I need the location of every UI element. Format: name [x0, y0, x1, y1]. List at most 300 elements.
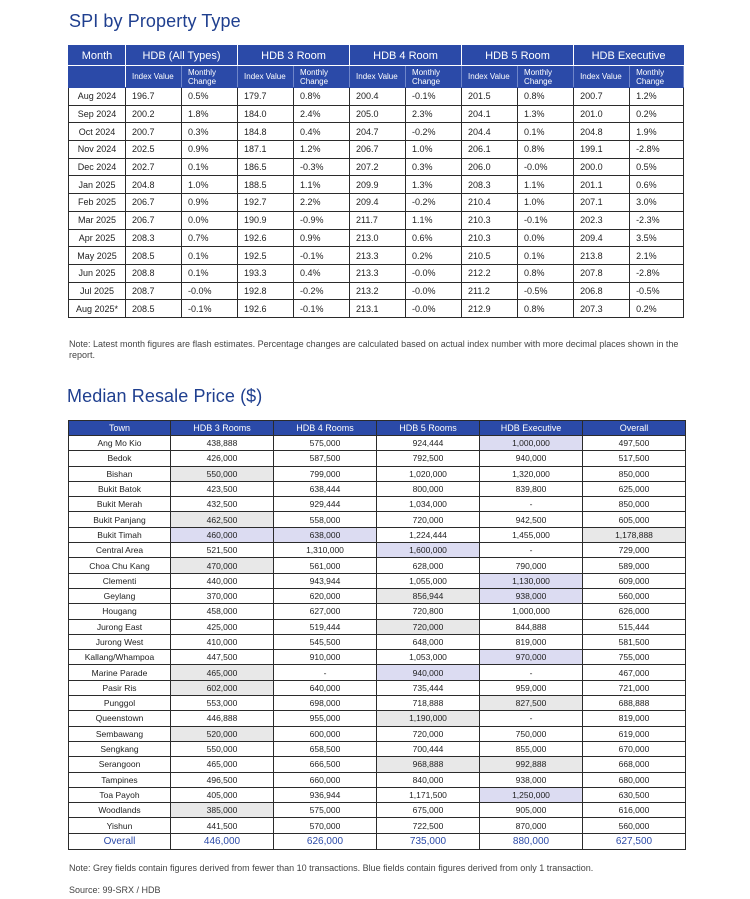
spi-change-cell: 2.1%: [630, 247, 684, 265]
spi-index-cell: 200.0: [574, 158, 630, 176]
spi-index-cell: 206.7: [126, 211, 182, 229]
median-price-cell: 560,000: [583, 588, 686, 603]
spi-index-cell: 204.7: [350, 123, 406, 141]
median-header-cell: Town: [69, 421, 171, 436]
median-row: [69, 741, 686, 756]
median-row: [69, 527, 686, 542]
spi-index-cell: 201.5: [462, 88, 518, 106]
median-price-cell: 936,944: [274, 787, 377, 802]
spi-change-cell: 0.1%: [182, 158, 238, 176]
median-price-cell: 465,000: [171, 665, 274, 680]
spi-subheader-index: Index Value: [126, 66, 182, 88]
median-price-cell: 1,190,000: [377, 711, 480, 726]
median-row: [69, 573, 686, 588]
median-price-cell: 560,000: [583, 818, 686, 833]
median-price-cell: 938,000: [480, 772, 583, 787]
median-price-cell: 718,888: [377, 696, 480, 711]
median-town-cell: Pasir Ris: [69, 680, 171, 695]
median-price-cell: 630,500: [583, 787, 686, 802]
spi-change-cell: -0.1%: [518, 211, 574, 229]
median-price-cell: 720,000: [377, 726, 480, 741]
median-note: Note: Grey fields contain figures derived from fewer than 10 transactions. Blue fields contain figures derived from only 1 transaction.: [69, 863, 594, 873]
median-header-cell: HDB Executive: [480, 421, 583, 436]
spi-index-cell: 200.4: [350, 88, 406, 106]
median-price-cell: 517,500: [583, 451, 686, 466]
median-overall-cell: 880,000: [480, 833, 583, 849]
median-town-cell: Bukit Merah: [69, 497, 171, 512]
spi-subheader-change: Monthly Change: [630, 66, 684, 88]
spi-change-cell: 0.4%: [294, 123, 350, 141]
median-price-cell: 720,800: [377, 604, 480, 619]
median-price-cell: 660,000: [274, 772, 377, 787]
median-price-cell: 1,130,000: [480, 573, 583, 588]
spi-change-cell: 1.8%: [182, 105, 238, 123]
spi-index-cell: 213.2: [350, 282, 406, 300]
median-price-cell: 666,500: [274, 757, 377, 772]
median-row: [69, 650, 686, 665]
median-price-cell: 460,000: [171, 527, 274, 542]
median-town-cell: Kallang/Whampoa: [69, 650, 171, 665]
spi-change-cell: 0.8%: [294, 88, 350, 106]
spi-change-cell: 2.2%: [294, 194, 350, 212]
spi-change-cell: 0.0%: [182, 211, 238, 229]
median-price-cell: 496,500: [171, 772, 274, 787]
spi-change-cell: -2.3%: [630, 211, 684, 229]
spi-index-cell: 202.5: [126, 141, 182, 159]
spi-row: [69, 264, 684, 282]
spi-change-cell: 0.9%: [294, 229, 350, 247]
spi-month-cell: Oct 2024: [69, 123, 126, 141]
spi-index-cell: 204.4: [462, 123, 518, 141]
spi-index-cell: 209.9: [350, 176, 406, 194]
spi-index-cell: 213.8: [574, 247, 630, 265]
median-town-cell: Hougang: [69, 604, 171, 619]
spi-change-cell: 0.3%: [182, 123, 238, 141]
median-price-cell: 426,000: [171, 451, 274, 466]
median-price-cell: 616,000: [583, 803, 686, 818]
spi-index-cell: 184.8: [238, 123, 294, 141]
median-price-cell: 722,500: [377, 818, 480, 833]
spi-row: [69, 229, 684, 247]
median-body: [69, 436, 686, 850]
median-price-cell: 545,500: [274, 634, 377, 649]
spi-change-cell: 0.1%: [182, 264, 238, 282]
spi-change-cell: 1.9%: [630, 123, 684, 141]
median-row: [69, 604, 686, 619]
median-price-cell: 640,000: [274, 680, 377, 695]
spi-index-cell: 208.8: [126, 264, 182, 282]
spi-index-cell: 213.1: [350, 300, 406, 318]
median-town-cell: Bukit Panjang: [69, 512, 171, 527]
median-town-cell: Toa Payoh: [69, 787, 171, 802]
median-town-cell: Bishan: [69, 466, 171, 481]
median-price-cell: -: [274, 665, 377, 680]
spi-change-cell: 0.1%: [518, 247, 574, 265]
median-price-cell: 638,444: [274, 481, 377, 496]
median-row: [69, 634, 686, 649]
spi-subheader-row: [69, 66, 684, 88]
median-town-cell: Jurong East: [69, 619, 171, 634]
spi-change-cell: 2.4%: [294, 105, 350, 123]
median-price-cell: 968,888: [377, 757, 480, 772]
median-price-cell: 602,000: [171, 680, 274, 695]
median-price-cell: 405,000: [171, 787, 274, 802]
spi-change-cell: 1.1%: [294, 176, 350, 194]
median-price-cell: 370,000: [171, 588, 274, 603]
median-price-cell: 850,000: [583, 466, 686, 481]
source-note: Source: 99-SRX / HDB: [69, 885, 161, 895]
spi-index-cell: 202.3: [574, 211, 630, 229]
median-price-cell: 1,178,888: [583, 527, 686, 542]
median-price-cell: 465,000: [171, 757, 274, 772]
median-town-cell: Ang Mo Kio: [69, 436, 171, 451]
median-price-cell: 940,000: [480, 451, 583, 466]
spi-row: [69, 141, 684, 159]
median-price-cell: 940,000: [377, 665, 480, 680]
spi-group-header-row: [69, 46, 684, 66]
spi-change-cell: 1.0%: [406, 141, 462, 159]
median-price-cell: 609,000: [583, 573, 686, 588]
median-price-cell: 589,000: [583, 558, 686, 573]
spi-index-cell: 200.7: [574, 88, 630, 106]
spi-subheader-blank: [69, 66, 126, 88]
spi-change-cell: 0.9%: [182, 194, 238, 212]
spi-index-cell: 212.9: [462, 300, 518, 318]
median-price-cell: 844,888: [480, 619, 583, 634]
spi-month-cell: Jul 2025: [69, 282, 126, 300]
spi-change-cell: 1.0%: [182, 176, 238, 194]
median-price-cell: 721,000: [583, 680, 686, 695]
spi-month-cell: Jan 2025: [69, 176, 126, 194]
median-row: [69, 711, 686, 726]
median-town-cell: Clementi: [69, 573, 171, 588]
spi-change-cell: 1.1%: [406, 211, 462, 229]
median-overall-cell: 446,000: [171, 833, 274, 849]
spi-index-cell: 213.3: [350, 264, 406, 282]
spi-index-cell: 204.1: [462, 105, 518, 123]
median-price-cell: 561,000: [274, 558, 377, 573]
median-price-cell: 446,888: [171, 711, 274, 726]
median-price-cell: 515,444: [583, 619, 686, 634]
spi-month-cell: Dec 2024: [69, 158, 126, 176]
spi-index-cell: 208.7: [126, 282, 182, 300]
spi-month-cell: Sep 2024: [69, 105, 126, 123]
spi-change-cell: 0.1%: [518, 123, 574, 141]
spi-row: [69, 247, 684, 265]
median-price-cell: 553,000: [171, 696, 274, 711]
median-header-row: [69, 421, 686, 436]
median-price-cell: 943,944: [274, 573, 377, 588]
median-price-cell: 581,500: [583, 634, 686, 649]
median-row: [69, 787, 686, 802]
median-price-cell: 570,000: [274, 818, 377, 833]
median-price-cell: 441,500: [171, 818, 274, 833]
spi-change-cell: -0.2%: [406, 123, 462, 141]
median-price-cell: 558,000: [274, 512, 377, 527]
spi-change-cell: 0.2%: [630, 300, 684, 318]
spi-index-cell: 193.3: [238, 264, 294, 282]
median-price-cell: 1,000,000: [480, 604, 583, 619]
median-price-cell: 550,000: [171, 741, 274, 756]
median-price-cell: 648,000: [377, 634, 480, 649]
spi-index-cell: 201.0: [574, 105, 630, 123]
spi-row: [69, 300, 684, 318]
median-town-cell: Bukit Timah: [69, 527, 171, 542]
spi-change-cell: -0.0%: [406, 282, 462, 300]
median-price-cell: 425,000: [171, 619, 274, 634]
spi-index-cell: 192.7: [238, 194, 294, 212]
spi-index-cell: 184.0: [238, 105, 294, 123]
median-row: [69, 726, 686, 741]
spi-index-cell: 208.5: [126, 247, 182, 265]
spi-change-cell: -0.5%: [518, 282, 574, 300]
spi-month-header: Month: [69, 46, 126, 66]
spi-index-cell: 190.9: [238, 211, 294, 229]
spi-change-cell: -0.0%: [406, 300, 462, 318]
spi-index-cell: 207.1: [574, 194, 630, 212]
median-price-cell: 850,000: [583, 497, 686, 512]
spi-index-cell: 209.4: [574, 229, 630, 247]
median-price-cell: 819,000: [583, 711, 686, 726]
median-header-cell: HDB 5 Rooms: [377, 421, 480, 436]
median-price-cell: 929,444: [274, 497, 377, 512]
spi-month-cell: Apr 2025: [69, 229, 126, 247]
spi-change-cell: 0.8%: [518, 264, 574, 282]
median-price-cell: 628,000: [377, 558, 480, 573]
spi-index-cell: 210.3: [462, 229, 518, 247]
spi-index-cell: 206.1: [462, 141, 518, 159]
median-row: [69, 481, 686, 496]
median-row: [69, 497, 686, 512]
median-town-cell: Bukit Batok: [69, 481, 171, 496]
median-price-cell: 670,000: [583, 741, 686, 756]
median-price-cell: 800,000: [377, 481, 480, 496]
median-overall-cell: 735,000: [377, 833, 480, 849]
median-price-cell: 638,000: [274, 527, 377, 542]
median-price-cell: 924,444: [377, 436, 480, 451]
median-price-cell: 700,444: [377, 741, 480, 756]
median-price-cell: 938,000: [480, 588, 583, 603]
spi-row: [69, 123, 684, 141]
median-price-cell: 790,000: [480, 558, 583, 573]
spi-change-cell: 3.5%: [630, 229, 684, 247]
spi-index-cell: 199.1: [574, 141, 630, 159]
median-town-cell: Punggol: [69, 696, 171, 711]
spi-index-cell: 209.4: [350, 194, 406, 212]
spi-change-cell: 0.3%: [406, 158, 462, 176]
spi-title: SPI by Property Type: [69, 11, 241, 31]
median-price-cell: 750,000: [480, 726, 583, 741]
median-price-cell: 840,000: [377, 772, 480, 787]
median-price-cell: 720,000: [377, 619, 480, 634]
spi-change-cell: -0.1%: [294, 300, 350, 318]
median-price-cell: 423,500: [171, 481, 274, 496]
median-price-cell: 827,500: [480, 696, 583, 711]
median-price-cell: 600,000: [274, 726, 377, 741]
spi-change-cell: 1.2%: [630, 88, 684, 106]
spi-index-cell: 201.1: [574, 176, 630, 194]
median-price-cell: -: [480, 497, 583, 512]
median-overall-row: [69, 833, 686, 849]
median-price-cell: 605,000: [583, 512, 686, 527]
median-row: [69, 588, 686, 603]
spi-group-header: HDB Executive: [574, 46, 684, 66]
spi-note: Note: Latest month figures are flash estimates. Percentage changes are calculated based on actual index number with more decimal places shown in the report.: [69, 339, 679, 360]
spi-change-cell: -0.1%: [294, 247, 350, 265]
spi-change-cell: 0.2%: [406, 247, 462, 265]
spi-change-cell: -2.8%: [630, 264, 684, 282]
median-price-cell: 970,000: [480, 650, 583, 665]
spi-month-cell: May 2025: [69, 247, 126, 265]
spi-change-cell: -0.0%: [182, 282, 238, 300]
median-price-cell: 385,000: [171, 803, 274, 818]
median-header-cell: Overall: [583, 421, 686, 436]
median-town-cell: Yishun: [69, 818, 171, 833]
median-header-cell: HDB 4 Rooms: [274, 421, 377, 436]
spi-index-cell: 210.4: [462, 194, 518, 212]
spi-group-header: HDB 3 Room: [238, 46, 350, 66]
spi-row: [69, 105, 684, 123]
spi-change-cell: -0.2%: [406, 194, 462, 212]
median-price-cell: 1,320,000: [480, 466, 583, 481]
median-row: [69, 772, 686, 787]
median-town-cell: Tampines: [69, 772, 171, 787]
median-row: [69, 466, 686, 481]
median-price-cell: 1,250,000: [480, 787, 583, 802]
spi-subheader-index: Index Value: [350, 66, 406, 88]
median-price-cell: 905,000: [480, 803, 583, 818]
median-price-cell: 627,000: [274, 604, 377, 619]
median-town-cell: Geylang: [69, 588, 171, 603]
spi-group-header: HDB 4 Room: [350, 46, 462, 66]
median-price-cell: 521,500: [171, 543, 274, 558]
median-price-cell: 462,500: [171, 512, 274, 527]
median-price-cell: 668,000: [583, 757, 686, 772]
spi-index-cell: 200.2: [126, 105, 182, 123]
median-row: [69, 543, 686, 558]
median-price-cell: 619,000: [583, 726, 686, 741]
median-price-cell: 729,000: [583, 543, 686, 558]
median-price-cell: 626,000: [583, 604, 686, 619]
median-price-cell: 519,444: [274, 619, 377, 634]
median-table: [68, 420, 686, 850]
spi-subheader-change: Monthly Change: [182, 66, 238, 88]
median-row: [69, 757, 686, 772]
spi-index-cell: 205.0: [350, 105, 406, 123]
median-price-cell: 1,310,000: [274, 543, 377, 558]
spi-month-cell: Jun 2025: [69, 264, 126, 282]
median-price-cell: 799,000: [274, 466, 377, 481]
median-price-cell: 458,000: [171, 604, 274, 619]
spi-index-cell: 206.7: [350, 141, 406, 159]
median-row: [69, 436, 686, 451]
spi-change-cell: -0.0%: [518, 158, 574, 176]
median-overall-cell: 626,000: [274, 833, 377, 849]
median-title: Median Resale Price ($): [67, 386, 263, 406]
spi-subheader-index: Index Value: [238, 66, 294, 88]
spi-index-cell: 208.3: [126, 229, 182, 247]
spi-change-cell: 1.0%: [518, 194, 574, 212]
spi-index-cell: 179.7: [238, 88, 294, 106]
spi-change-cell: 1.2%: [294, 141, 350, 159]
median-price-cell: 447,500: [171, 650, 274, 665]
median-price-cell: 438,888: [171, 436, 274, 451]
spi-index-cell: 204.8: [574, 123, 630, 141]
spi-change-cell: -2.8%: [630, 141, 684, 159]
spi-index-cell: 208.3: [462, 176, 518, 194]
median-price-cell: 1,055,000: [377, 573, 480, 588]
spi-change-cell: -0.1%: [406, 88, 462, 106]
spi-index-cell: 207.2: [350, 158, 406, 176]
spi-change-cell: 0.4%: [294, 264, 350, 282]
median-row: [69, 665, 686, 680]
median-town-cell: Jurong West: [69, 634, 171, 649]
spi-change-cell: 0.5%: [182, 88, 238, 106]
spi-index-cell: 192.6: [238, 229, 294, 247]
spi-change-cell: -0.1%: [182, 300, 238, 318]
median-price-cell: 698,000: [274, 696, 377, 711]
spi-table: [68, 45, 684, 318]
median-price-cell: 440,000: [171, 573, 274, 588]
median-price-cell: 992,888: [480, 757, 583, 772]
spi-index-cell: 206.0: [462, 158, 518, 176]
median-price-cell: 575,000: [274, 803, 377, 818]
median-price-cell: 497,500: [583, 436, 686, 451]
spi-index-cell: 204.8: [126, 176, 182, 194]
median-price-cell: 675,000: [377, 803, 480, 818]
median-price-cell: 819,000: [480, 634, 583, 649]
median-town-cell: Serangoon: [69, 757, 171, 772]
spi-index-cell: 207.3: [574, 300, 630, 318]
spi-index-cell: 210.3: [462, 211, 518, 229]
median-price-cell: 467,000: [583, 665, 686, 680]
spi-index-cell: 211.2: [462, 282, 518, 300]
median-price-cell: 575,000: [274, 436, 377, 451]
median-price-cell: 955,000: [274, 711, 377, 726]
median-price-cell: 1,171,500: [377, 787, 480, 802]
median-row: [69, 680, 686, 695]
spi-month-cell: Nov 2024: [69, 141, 126, 159]
spi-subheader-index: Index Value: [462, 66, 518, 88]
spi-change-cell: -0.9%: [294, 211, 350, 229]
median-price-cell: -: [480, 543, 583, 558]
spi-change-cell: 0.8%: [518, 141, 574, 159]
spi-change-cell: 1.3%: [406, 176, 462, 194]
spi-change-cell: 2.3%: [406, 105, 462, 123]
median-town-cell: Queenstown: [69, 711, 171, 726]
spi-change-cell: 0.8%: [518, 88, 574, 106]
spi-row: [69, 211, 684, 229]
spi-change-cell: 0.0%: [518, 229, 574, 247]
spi-group-header: HDB 5 Room: [462, 46, 574, 66]
spi-index-cell: 210.5: [462, 247, 518, 265]
median-row: [69, 803, 686, 818]
median-price-cell: 870,000: [480, 818, 583, 833]
median-price-cell: 839,800: [480, 481, 583, 496]
spi-index-cell: 187.1: [238, 141, 294, 159]
spi-row: [69, 194, 684, 212]
median-town-cell: Sengkang: [69, 741, 171, 756]
median-price-cell: 959,000: [480, 680, 583, 695]
median-row: [69, 619, 686, 634]
spi-change-cell: 0.1%: [182, 247, 238, 265]
spi-index-cell: 200.7: [126, 123, 182, 141]
spi-change-cell: 0.9%: [182, 141, 238, 159]
median-town-cell: Central Area: [69, 543, 171, 558]
median-price-cell: 550,000: [171, 466, 274, 481]
spi-row: [69, 176, 684, 194]
median-price-cell: 658,500: [274, 741, 377, 756]
